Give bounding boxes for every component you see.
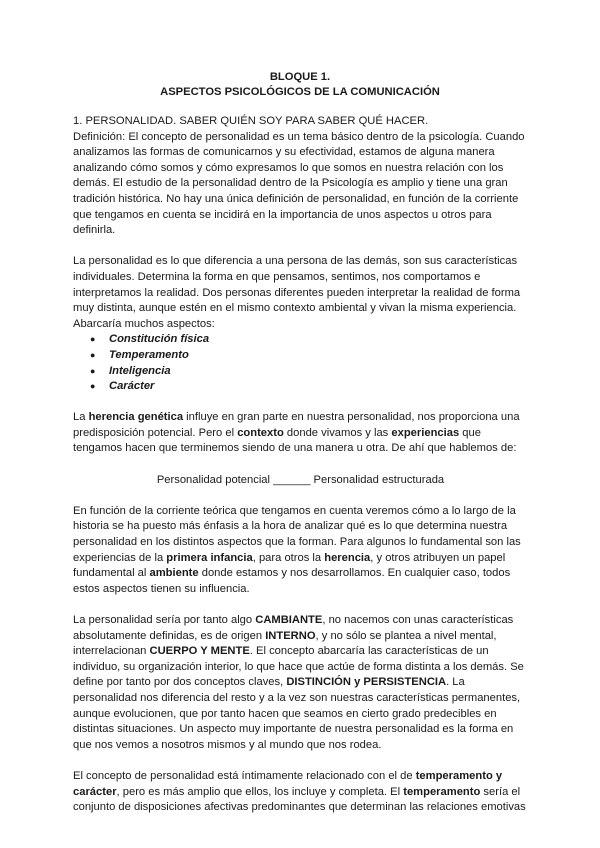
- paragraph-temperament: El concepto de personalidad está íntimamente relacionado con el de temperamento y carácter, pero es más amplio que ellos, los incluye y completa. El temperamento sería el conjunto de disposiciones afectivas predominantes que determinan las relaciones emotivas: [73, 769, 526, 814]
- paragraph-definition: Definición: El concepto de personalidad es un tema básico dentro de la psicología. Cuando analizamos las formas de comunicarnos y su efectividad, estamos de alguna manera analizando cómo somos y cómo expresamos lo que somos en nuestra relación con los demás. El estudio de la personalidad dentro de la Psicología es amplio y tiene una gran tradición histórica. No hay una única definición de personalidad, en función de la corriente que tengamos en cuenta se incidirá en la importancia de unos aspectos u otros para definirla.: [73, 130, 525, 237]
- paragraph-personality: La personalidad es lo que diferencia a una persona de las demás, son sus características individuales. Determina la forma en que pensamos, sentimos, nos comportamos e interpretamos la realidad. Dos personas diferentes pueden interpretar la realidad de forma muy distinta, aunque estén en el mismo contexto ambiental y vivan la misma experiencia. Abarcaría muchos aspectos:: [73, 255, 521, 330]
- list-item: ● Constitución física: [109, 332, 528, 348]
- block-title: BLOQUE 1.: [269, 71, 331, 83]
- block-subtitle: ASPECTOS PSICOLÓGICOS DE LA COMUNICACIÓN: [160, 86, 440, 98]
- list-item: ● Inteligencia: [109, 364, 528, 380]
- list-item: ● Carácter: [109, 379, 528, 395]
- paragraph-theories: En función de la corriente teórica que tengamos en cuenta veremos cómo a lo largo de la historia se ha puesto más énfasis a la hora de analizar qué es lo que determina nuestra personalidad en los distintos aspectos que la forman. Para algunos lo fundamental son las experiencias de la primera infancia, para otros la herencia, y otros atribuyen un papel fundamental al ambiente donde estamos y nos desarrollamos. En cualquier caso, todos estos aspectos tienen su influencia.: [73, 504, 521, 595]
- paragraph-heredity: La herencia genética influye en gran parte en nuestra personalidad, nos proporciona una predisposición potencial. Pero el contexto donde vivamos y las experiencias que tengamos hacen que terminemos siendo de una manera u otra. De ahí que hablemos de:: [73, 411, 520, 455]
- document-body: [73, 114, 528, 816]
- paragraph-changing: La personalidad sería por tanto algo CAMBIANTE, no nacemos con unas características absolutamente definidas, es de origen INTERNO, y no sólo se plantea a nivel mental, interrelacionan CUERPO Y MENTE. El concepto abarcaría las características de un individuo, su organización interior, lo que hace que actúe de forma distinta a los demás. Se define por tanto por dos conceptos claves, DISTINCIÓN y PERSISTENCIA. La personalidad nos diferencia del resto y a la vez son nuestras características permanentes, aunque evolucionen, que por tanto hacen que seamos en cierto grado predecibles en distintas situaciones. Un aspecto muy importante de nuestra personalidad es la forma en que nos vemos a nosotros mismos y al mundo que nos rodea.: [73, 614, 524, 751]
- section-heading: 1. PERSONALIDAD. SABER QUIÉN SOY PARA SABER QUÉ HACER.: [73, 115, 429, 127]
- personality-contrast-line: Personalidad potencial ______ Personalidad estructurada: [156, 473, 445, 486]
- aspects-list: [73, 332, 528, 394]
- list-item: ● Temperamento: [109, 348, 528, 364]
